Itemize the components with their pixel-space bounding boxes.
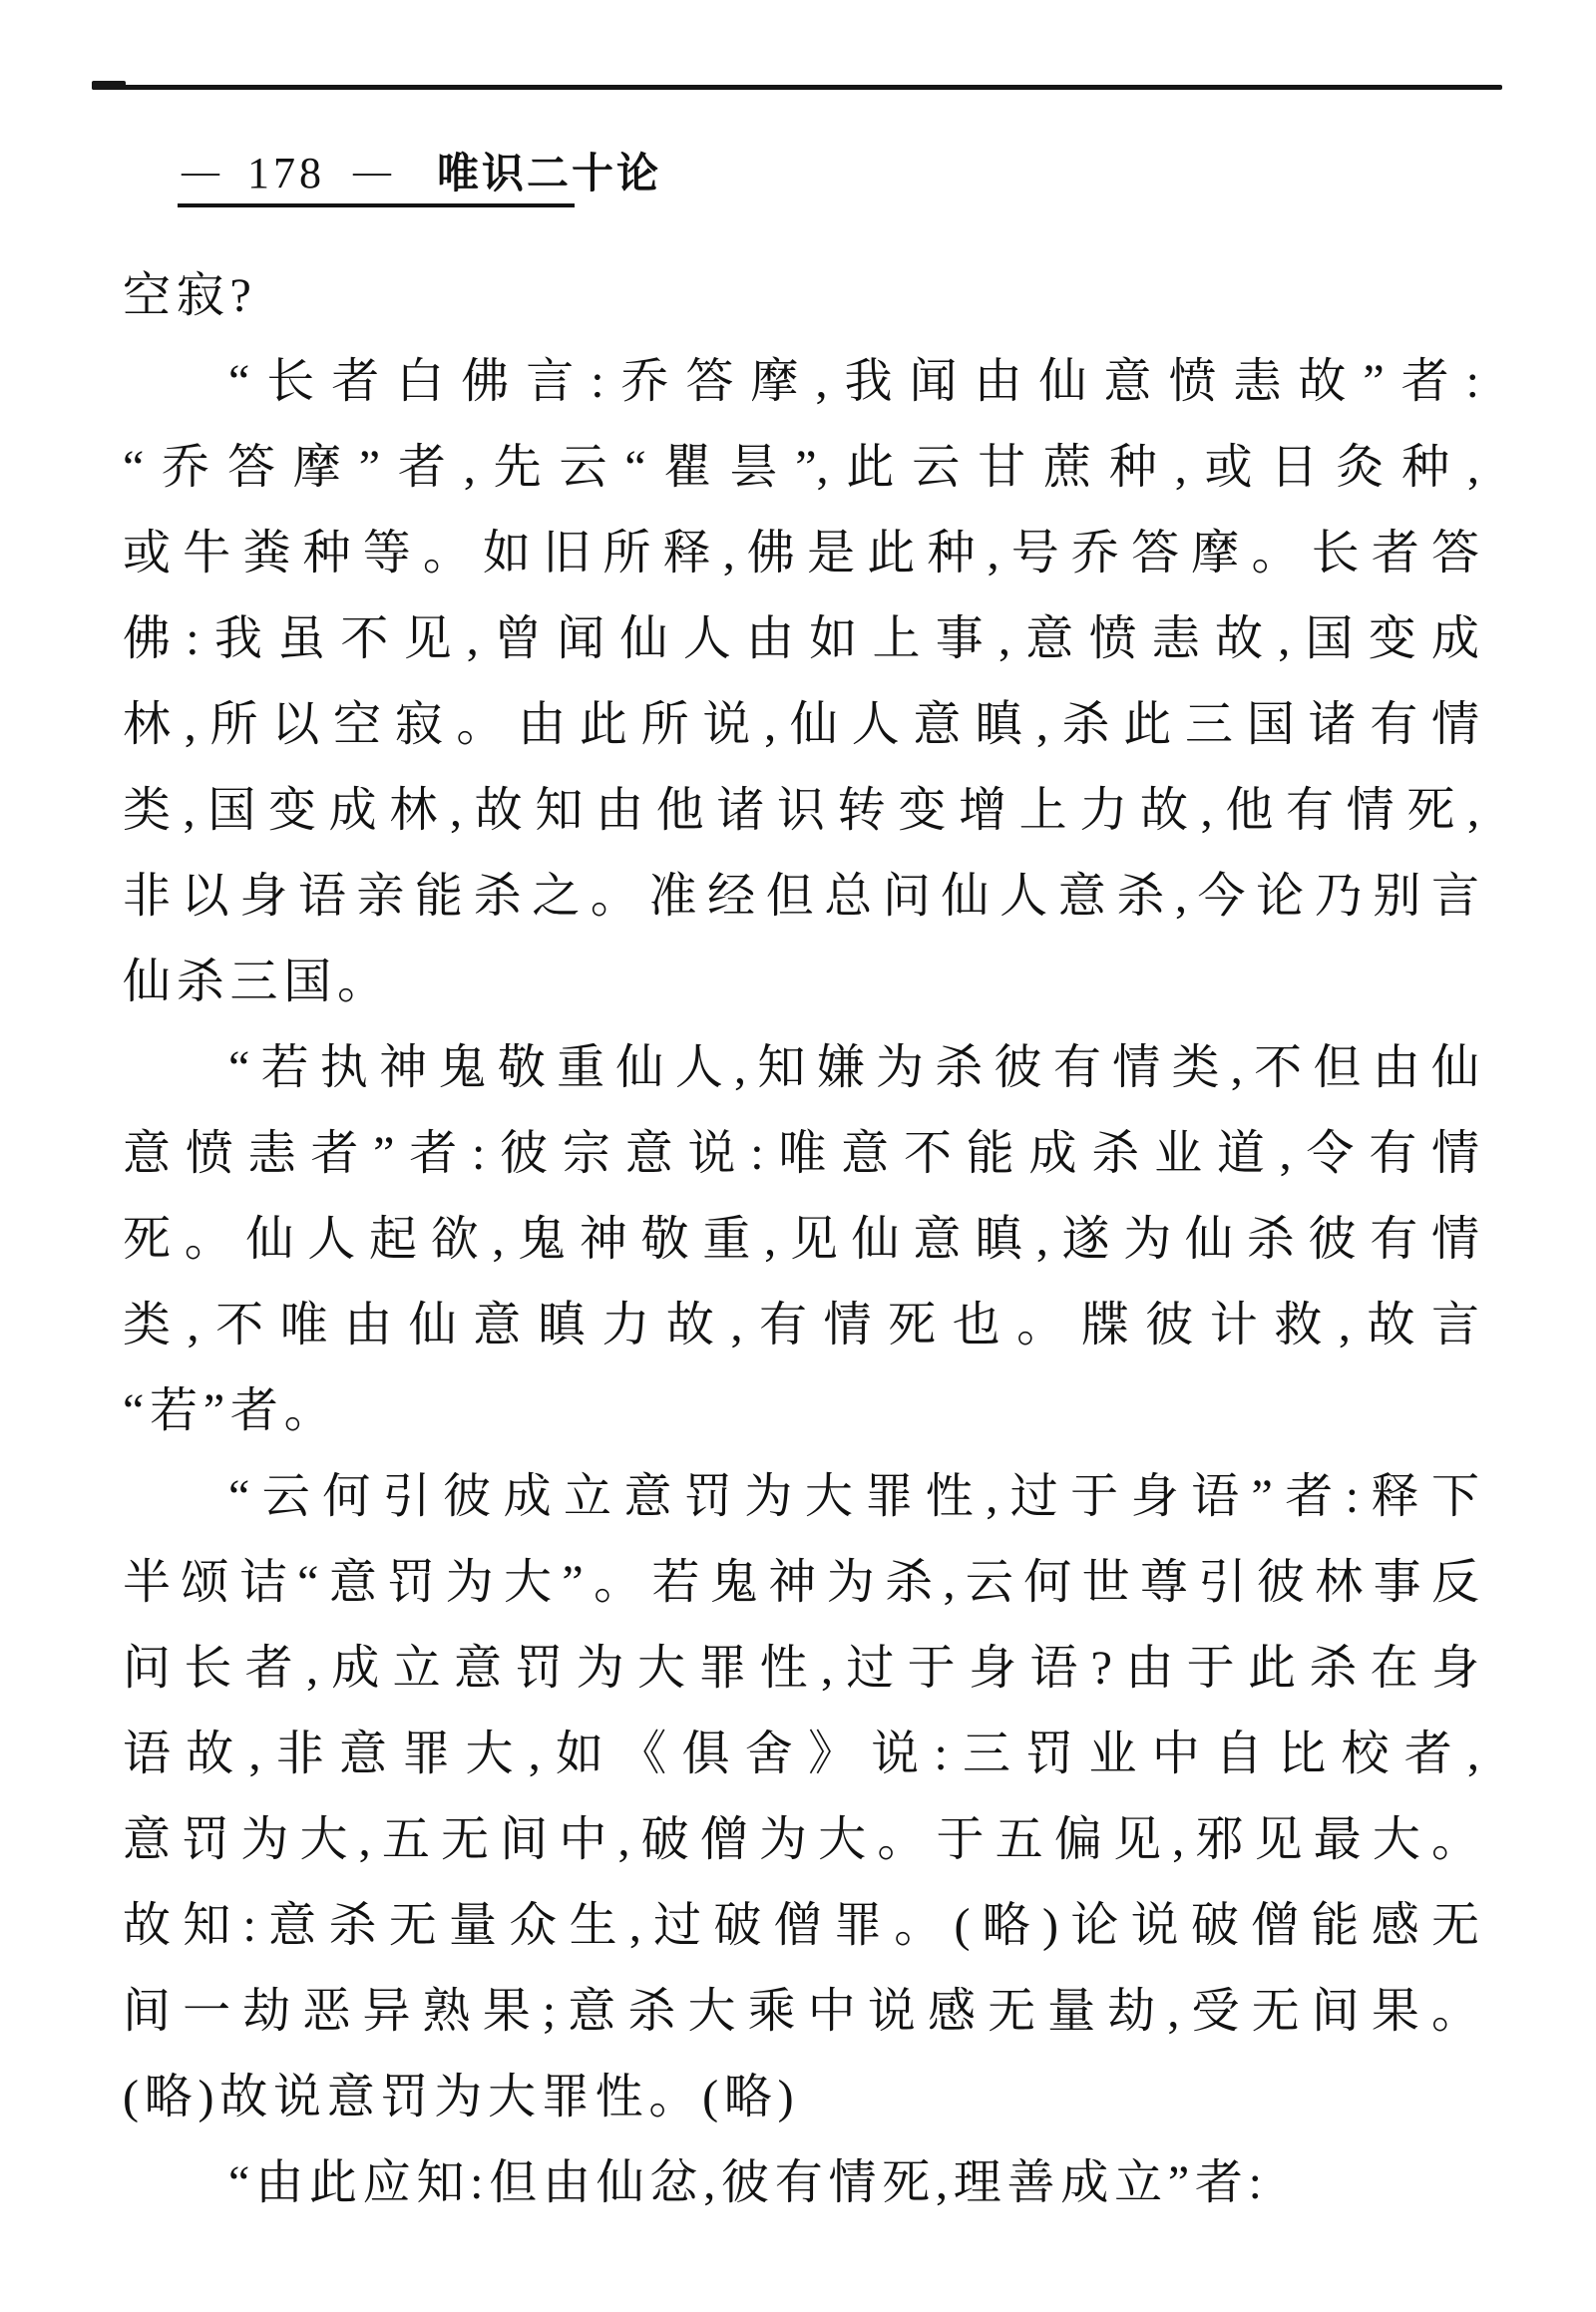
book-title: 唯识二十论 (437, 152, 662, 197)
text-line: “乔答摩”者,先云“瞿昙”,此云甘蔗种,或日灸种, (123, 441, 1479, 494)
text-line: “由此应知:但由仙忿,彼有情死,理善成立”者: (228, 2156, 1268, 2209)
text-line: 意愤恚者”者:彼宗意说:唯意不能成杀业道,令有情 (123, 1127, 1479, 1180)
text-line: 死。仙人起欲,鬼神敬重,见仙意瞋,遂为仙杀彼有情 (123, 1213, 1479, 1266)
running-header (182, 150, 661, 199)
text-line: “云何引彼成立意罚为大罪性,过于身语”者:释下 (228, 1470, 1479, 1523)
text-line: “若执神鬼敬重仙人,知嫌为杀彼有情类,不但由仙 (228, 1041, 1479, 1094)
header-left-dash: — (182, 151, 219, 193)
body-text (123, 265, 1479, 2238)
scan-artifact-line (92, 85, 1502, 90)
text-line: 林,所以空寂。由此所说,仙人意瞋,杀此三国诸有情 (123, 698, 1479, 751)
text-line: 或牛粪种等。如旧所释,佛是此种,号乔答摩。长者答 (123, 527, 1479, 579)
text-line: 半颂诘“意罚为大”。若鬼神为杀,云何世尊引彼林事反 (123, 1556, 1479, 1609)
header-right-dash: — (353, 151, 391, 193)
text-line: (略)故说意罚为大罪性。(略) (123, 2071, 800, 2123)
header-underline (178, 203, 575, 207)
text-line: 佛:我虽不见,曾闻仙人由如上事,意愤恚故,国变成 (123, 612, 1479, 665)
text-line: 类,不唯由仙意瞋力故,有情死也。牒彼计救,故言 (123, 1299, 1479, 1351)
text-line: 意罚为大,五无间中,破僧为大。于五偏见,邪见最大。 (123, 1813, 1479, 1866)
text-line: 语故,非意罪大,如《俱舍》说:三罚业中自比校者, (123, 1728, 1479, 1780)
text-line: 类,国变成林,故知由他诸识转变增上力故,他有情死, (123, 784, 1479, 837)
text-line: “长者白佛言:乔答摩,我闻由仙意愤恚故”者: (228, 355, 1479, 408)
text-line: 空寂? (123, 269, 257, 322)
text-line: 仙杀三国。 (123, 956, 391, 1008)
text-line: 故知:意杀无量众生,过破僧罪。(略)论说破僧能感无 (123, 1899, 1479, 1952)
page-number: 178 (247, 149, 325, 197)
text-line: 问长者,成立意罚为大罪性,过于身语?由于此杀在身 (123, 1642, 1479, 1695)
text-line: “若”者。 (123, 1384, 338, 1437)
text-line: 间一劫恶异熟果;意杀大乘中说感无量劫,受无间果。 (123, 1985, 1479, 2038)
text-line: 非以身语亲能杀之。准经但总问仙人意杀,今论乃别言 (123, 870, 1479, 923)
